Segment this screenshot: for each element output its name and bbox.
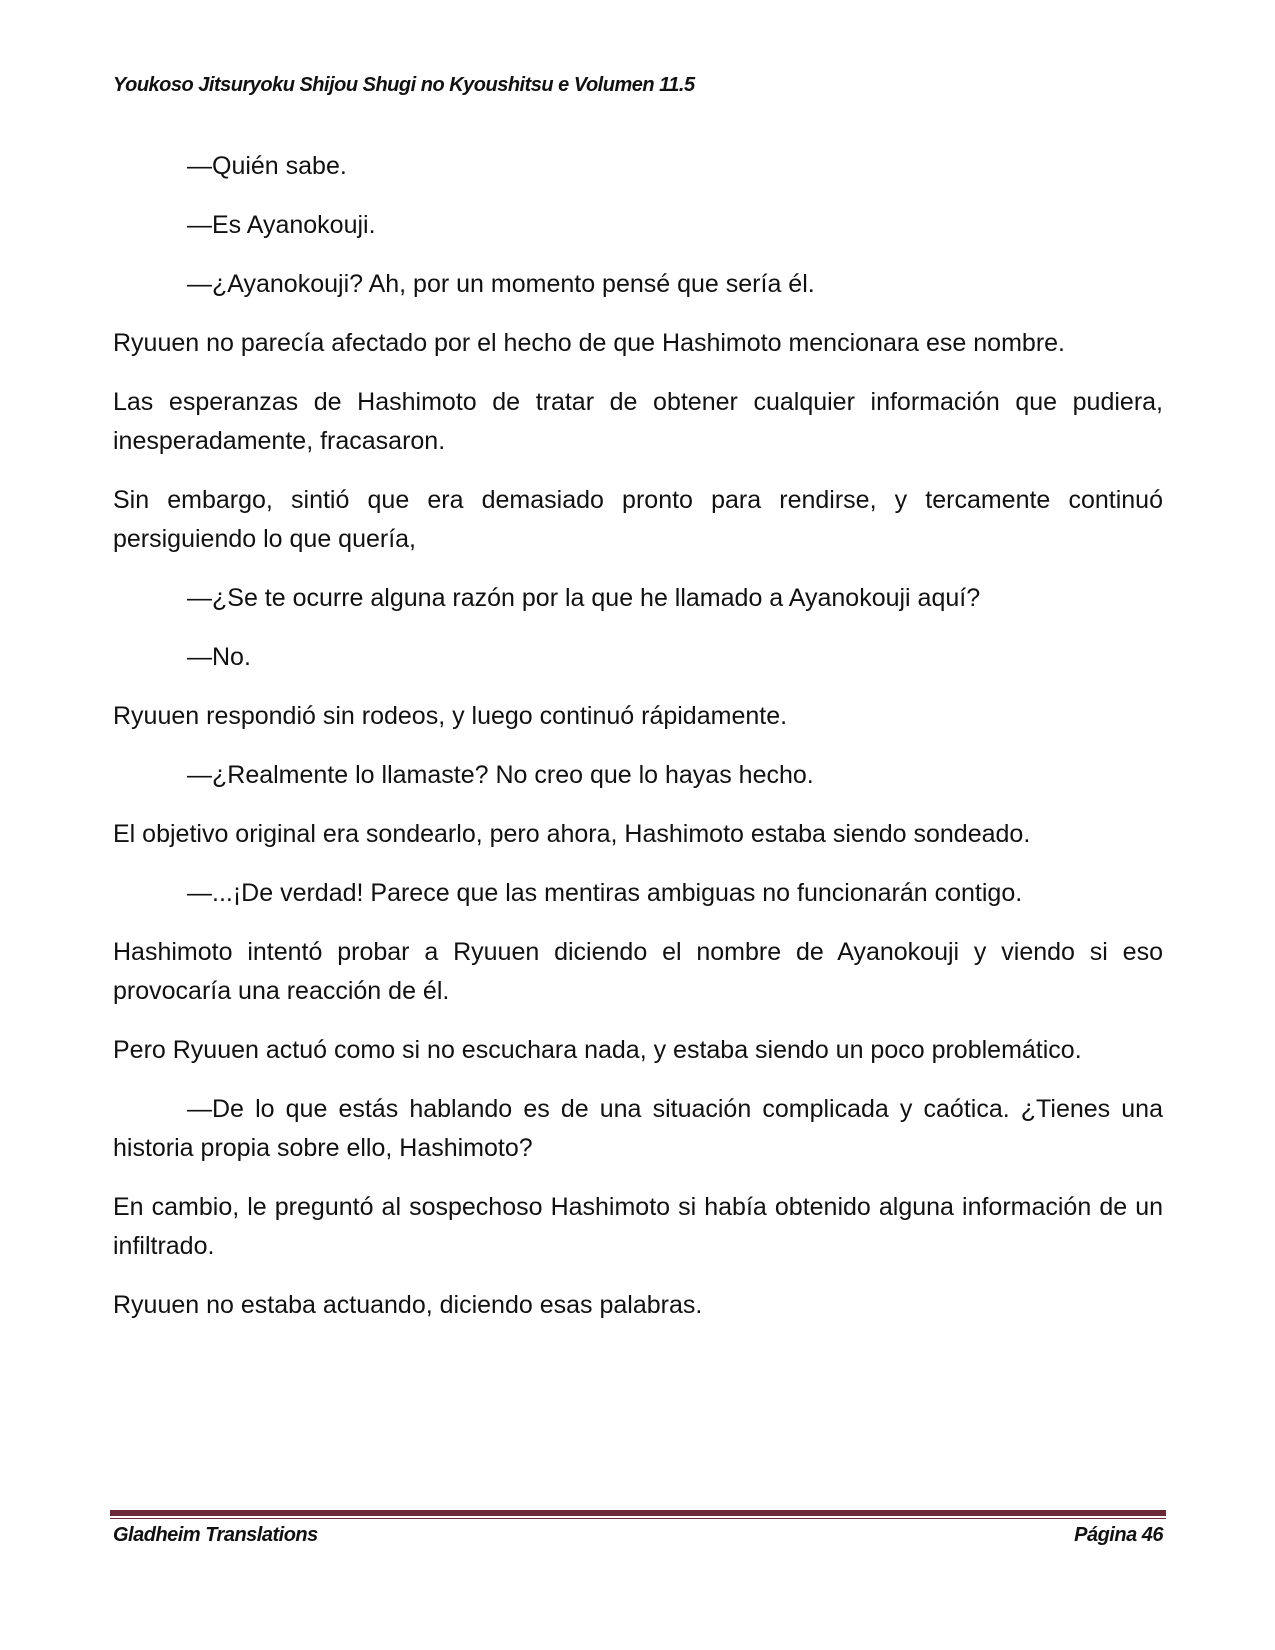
dialogue-paragraph: —De lo que estás hablando es de una situación complicada y caótica. ¿Tienes una historia propia sobre ello, Hashimoto?	[113, 1095, 1163, 1162]
dialogue-paragraph: —¿Se te ocurre alguna razón por la que he llamado a Ayanokouji aquí?	[187, 584, 981, 612]
page-number: Página 46	[1074, 1524, 1163, 1546]
dialogue-paragraph: —Es Ayanokouji.	[187, 211, 376, 239]
dialogue-paragraph: —...¡De verdad! Parece que las mentiras ambiguas no funcionarán contigo.	[187, 879, 1023, 907]
dialogue-paragraph: —Quién sabe.	[187, 152, 347, 180]
narration-paragraph: Sin embargo, sintió que era demasiado pronto para rendirse, y tercamente continuó persiguiendo lo que quería,	[113, 486, 1163, 553]
narration-paragraph: El objetivo original era sondearlo, pero ahora, Hashimoto estaba siendo sondeado.	[113, 820, 1031, 848]
narration-paragraph: Ryuuen respondió sin rodeos, y luego continuó rápidamente.	[113, 702, 788, 730]
narration-paragraph: En cambio, le preguntó al sospechoso Hashimoto si había obtenido alguna información de un infiltrado.	[113, 1193, 1163, 1260]
footer-rule-thick	[110, 1510, 1166, 1516]
footer-rule	[110, 1510, 1166, 1519]
narration-paragraph: Hashimoto intentó probar a Ryuuen diciendo el nombre de Ayanokouji y viendo si eso provocaría una reacción de él.	[113, 938, 1163, 1005]
dialogue-paragraph: —¿Ayanokouji? Ah, por un momento pensé que sería él.	[187, 270, 815, 298]
page-footer	[113, 1524, 1163, 1547]
dialogue-paragraph: —¿Realmente lo llamaste? No creo que lo hayas hecho.	[187, 761, 814, 789]
running-header: Youkoso Jitsuryoku Shijou Shugi no Kyoushitsu e Volumen 11.5	[113, 74, 695, 96]
footer-translator: Gladheim Translations	[113, 1524, 318, 1546]
page-body	[113, 147, 1163, 1345]
narration-paragraph: Ryuuen no estaba actuando, diciendo esas palabras.	[113, 1291, 703, 1319]
narration-paragraph: Las esperanzas de Hashimoto de tratar de obtener cualquier información que pudiera, inesperadamente, fracasaron.	[113, 388, 1163, 455]
narration-paragraph: Pero Ryuuen actuó como si no escuchara nada, y estaba siendo un poco problemático.	[113, 1036, 1082, 1064]
dialogue-paragraph: —No.	[187, 643, 251, 671]
narration-paragraph: Ryuuen no parecía afectado por el hecho de que Hashimoto mencionara ese nombre.	[113, 329, 1065, 357]
footer-rule-thin	[110, 1518, 1166, 1519]
